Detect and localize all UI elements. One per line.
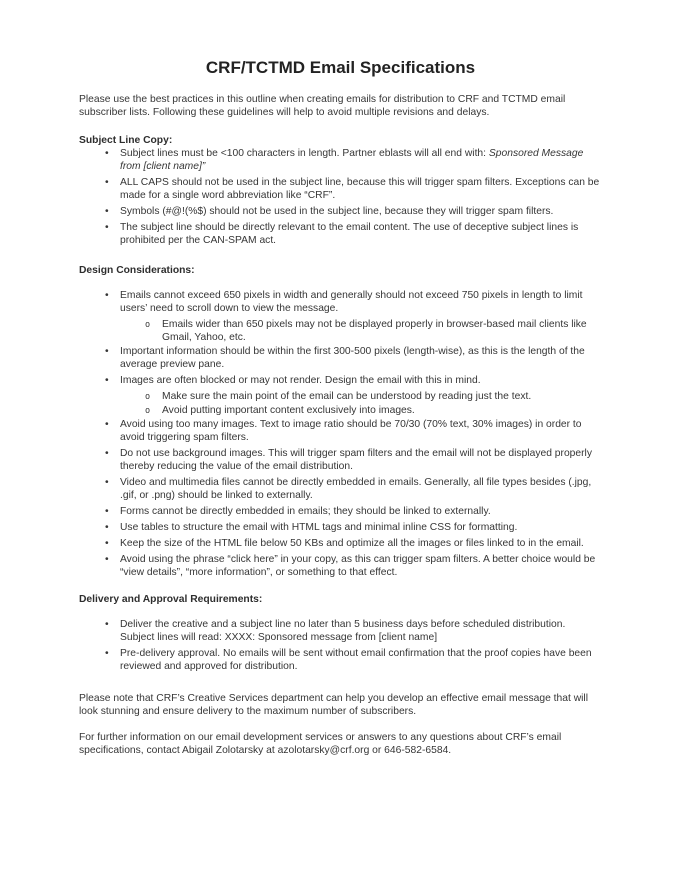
bullet-text: Symbols (#@!(%$) should not be used in the subject line, because they will trigger spam filters. [120,206,554,217]
bullet-icon: • [105,375,109,386]
bullet-item [79,476,602,502]
bullet-item [79,553,602,579]
bullet-item [79,521,602,534]
section-delivery-approval [79,593,602,673]
sub-bullet-icon: o [145,391,151,402]
sub-bullet-item [79,404,602,417]
sub-bullet-text: Emails wider than 650 pixels may not be displayed properly in browser-based mail clients like Gmail, Yahoo, etc. [162,319,587,343]
bullet-item [79,205,602,218]
sub-bullet-icon: o [145,319,151,330]
bullet-icon: • [105,619,109,630]
closing-paragraph-contact-info: For further information on our email development services or answers to any questions about CRF’s email specifications, contact Abigail Zolotarsky at azolotarsky@crf.org or 646-582-6584. [79,732,562,756]
bullet-icon: • [105,206,109,217]
bullet-item [79,447,602,473]
bullet-text: Avoid using too many images. Text to image ratio should be 70/30 (70% text, 30% images) in order to avoid triggering spam filters. [120,419,582,443]
bullet-text: Use tables to structure the email with HTML tags and minimal inline CSS for formatting. [120,522,518,533]
bullet-item [79,505,602,518]
bullet-icon: • [105,290,109,301]
bullet-text: Pre-delivery approval. No emails will be sent without email confirmation that the proof copies have been reviewed and approved for distribution. [120,648,592,672]
bullet-text: Avoid using the phrase “click here” in your copy, as this can trigger spam filters. A better choice would be “view details”, “more information”, or something to that effect. [120,554,596,578]
bullet-icon: • [105,448,109,459]
bullet-text: Do not use background images. This will trigger spam filters and the email will not be displayed properly thereby reducing the value of the email distribution. [120,448,592,472]
bullet-item [79,147,602,173]
bullet-text: The subject line should be directly relevant to the email content. The use of deceptive subject lines is prohibited per the CAN-SPAM act. [120,222,579,246]
bullet-list-design [79,289,602,579]
bullet-icon: • [105,346,109,357]
section-subject-line-copy [79,134,602,247]
sub-bullet-text: Make sure the main point of the email can be understood by reading just the text. [162,391,532,402]
sub-bullet-item [79,318,602,344]
bullet-text: Subject lines must be <100 characters in length. Partner eblasts will all end with: [120,148,489,159]
section-heading-subject-line-copy: Subject Line Copy: [79,135,173,146]
closing-paragraph-creative-services: Please note that CRF’s Creative Services department can help you develop an effective email message that will look stunning and ensure delivery to the maximum number of subscribers. [79,693,589,717]
bullet-text: Images are often blocked or may not render. Design the email with this in mind. [120,375,481,386]
bullet-icon: • [105,477,109,488]
bullet-icon: • [105,506,109,517]
sub-bullet-text: Avoid putting important content exclusively into images. [162,405,415,416]
sub-bullet-item [79,390,602,403]
bullet-item [79,418,602,444]
section-heading-delivery-approval: Delivery and Approval Requirements: [79,594,263,605]
bullet-icon: • [105,177,109,188]
bullet-icon: • [105,648,109,659]
bullet-text: Keep the size of the HTML file below 50 KBs and optimize all the images or files linked to in the email. [120,538,584,549]
bullet-item [79,176,602,202]
bullet-text: Emails cannot exceed 650 pixels in width and generally should not exceed 750 pixels in length to limit users’ need to scroll down to view the message. [120,290,583,314]
section-design-considerations [79,264,602,579]
bullet-item [79,374,602,387]
bullet-text: Important information should be within the first 300-500 pixels (length-wise), as this is the length of the average preview pane. [120,346,585,370]
bullet-text: Video and multimedia files cannot be directly embedded in emails. Generally, all file types besides (.jpg, .gif, or .png) should be linked to externally. [120,477,592,501]
bullet-icon: • [105,419,109,430]
bullet-text-italic: Sponsored Message from [client name]” [120,148,584,172]
bullet-text: Deliver the creative and a subject line no later than 5 business days before scheduled distribution. Subject lines will read: XXXX: Sponsored message from [client name] [120,619,566,643]
bullet-icon: • [105,522,109,533]
bullet-item [79,345,602,371]
bullet-icon: • [105,222,109,233]
bullet-text: ALL CAPS should not be used in the subject line, because this will trigger spam filters. Exceptions can be made for a single word abbreviation like “CRF”. [120,177,600,201]
intro-paragraph: Please use the best practices in this outline when creating emails for distribution to CRF and TCTMD email subscriber lists. Following these guidelines will help to avoid multiple revisions and delays. [79,94,566,118]
bullet-item [79,537,602,550]
bullet-icon: • [105,148,109,159]
bullet-item [79,618,602,644]
bullet-item [79,221,602,247]
bullet-list-subject [79,147,602,247]
bullet-text: Forms cannot be directly embedded in emails; they should be linked to externally. [120,506,491,517]
bullet-item [79,289,602,315]
page-title: CRF/TCTMD Email Specifications [205,58,476,77]
bullet-icon: • [105,538,109,549]
bullet-item [79,647,602,673]
sub-bullet-icon: o [145,405,151,416]
bullet-icon: • [105,554,109,565]
bullet-list-delivery [79,618,602,673]
section-heading-design-considerations: Design Considerations: [79,265,195,276]
